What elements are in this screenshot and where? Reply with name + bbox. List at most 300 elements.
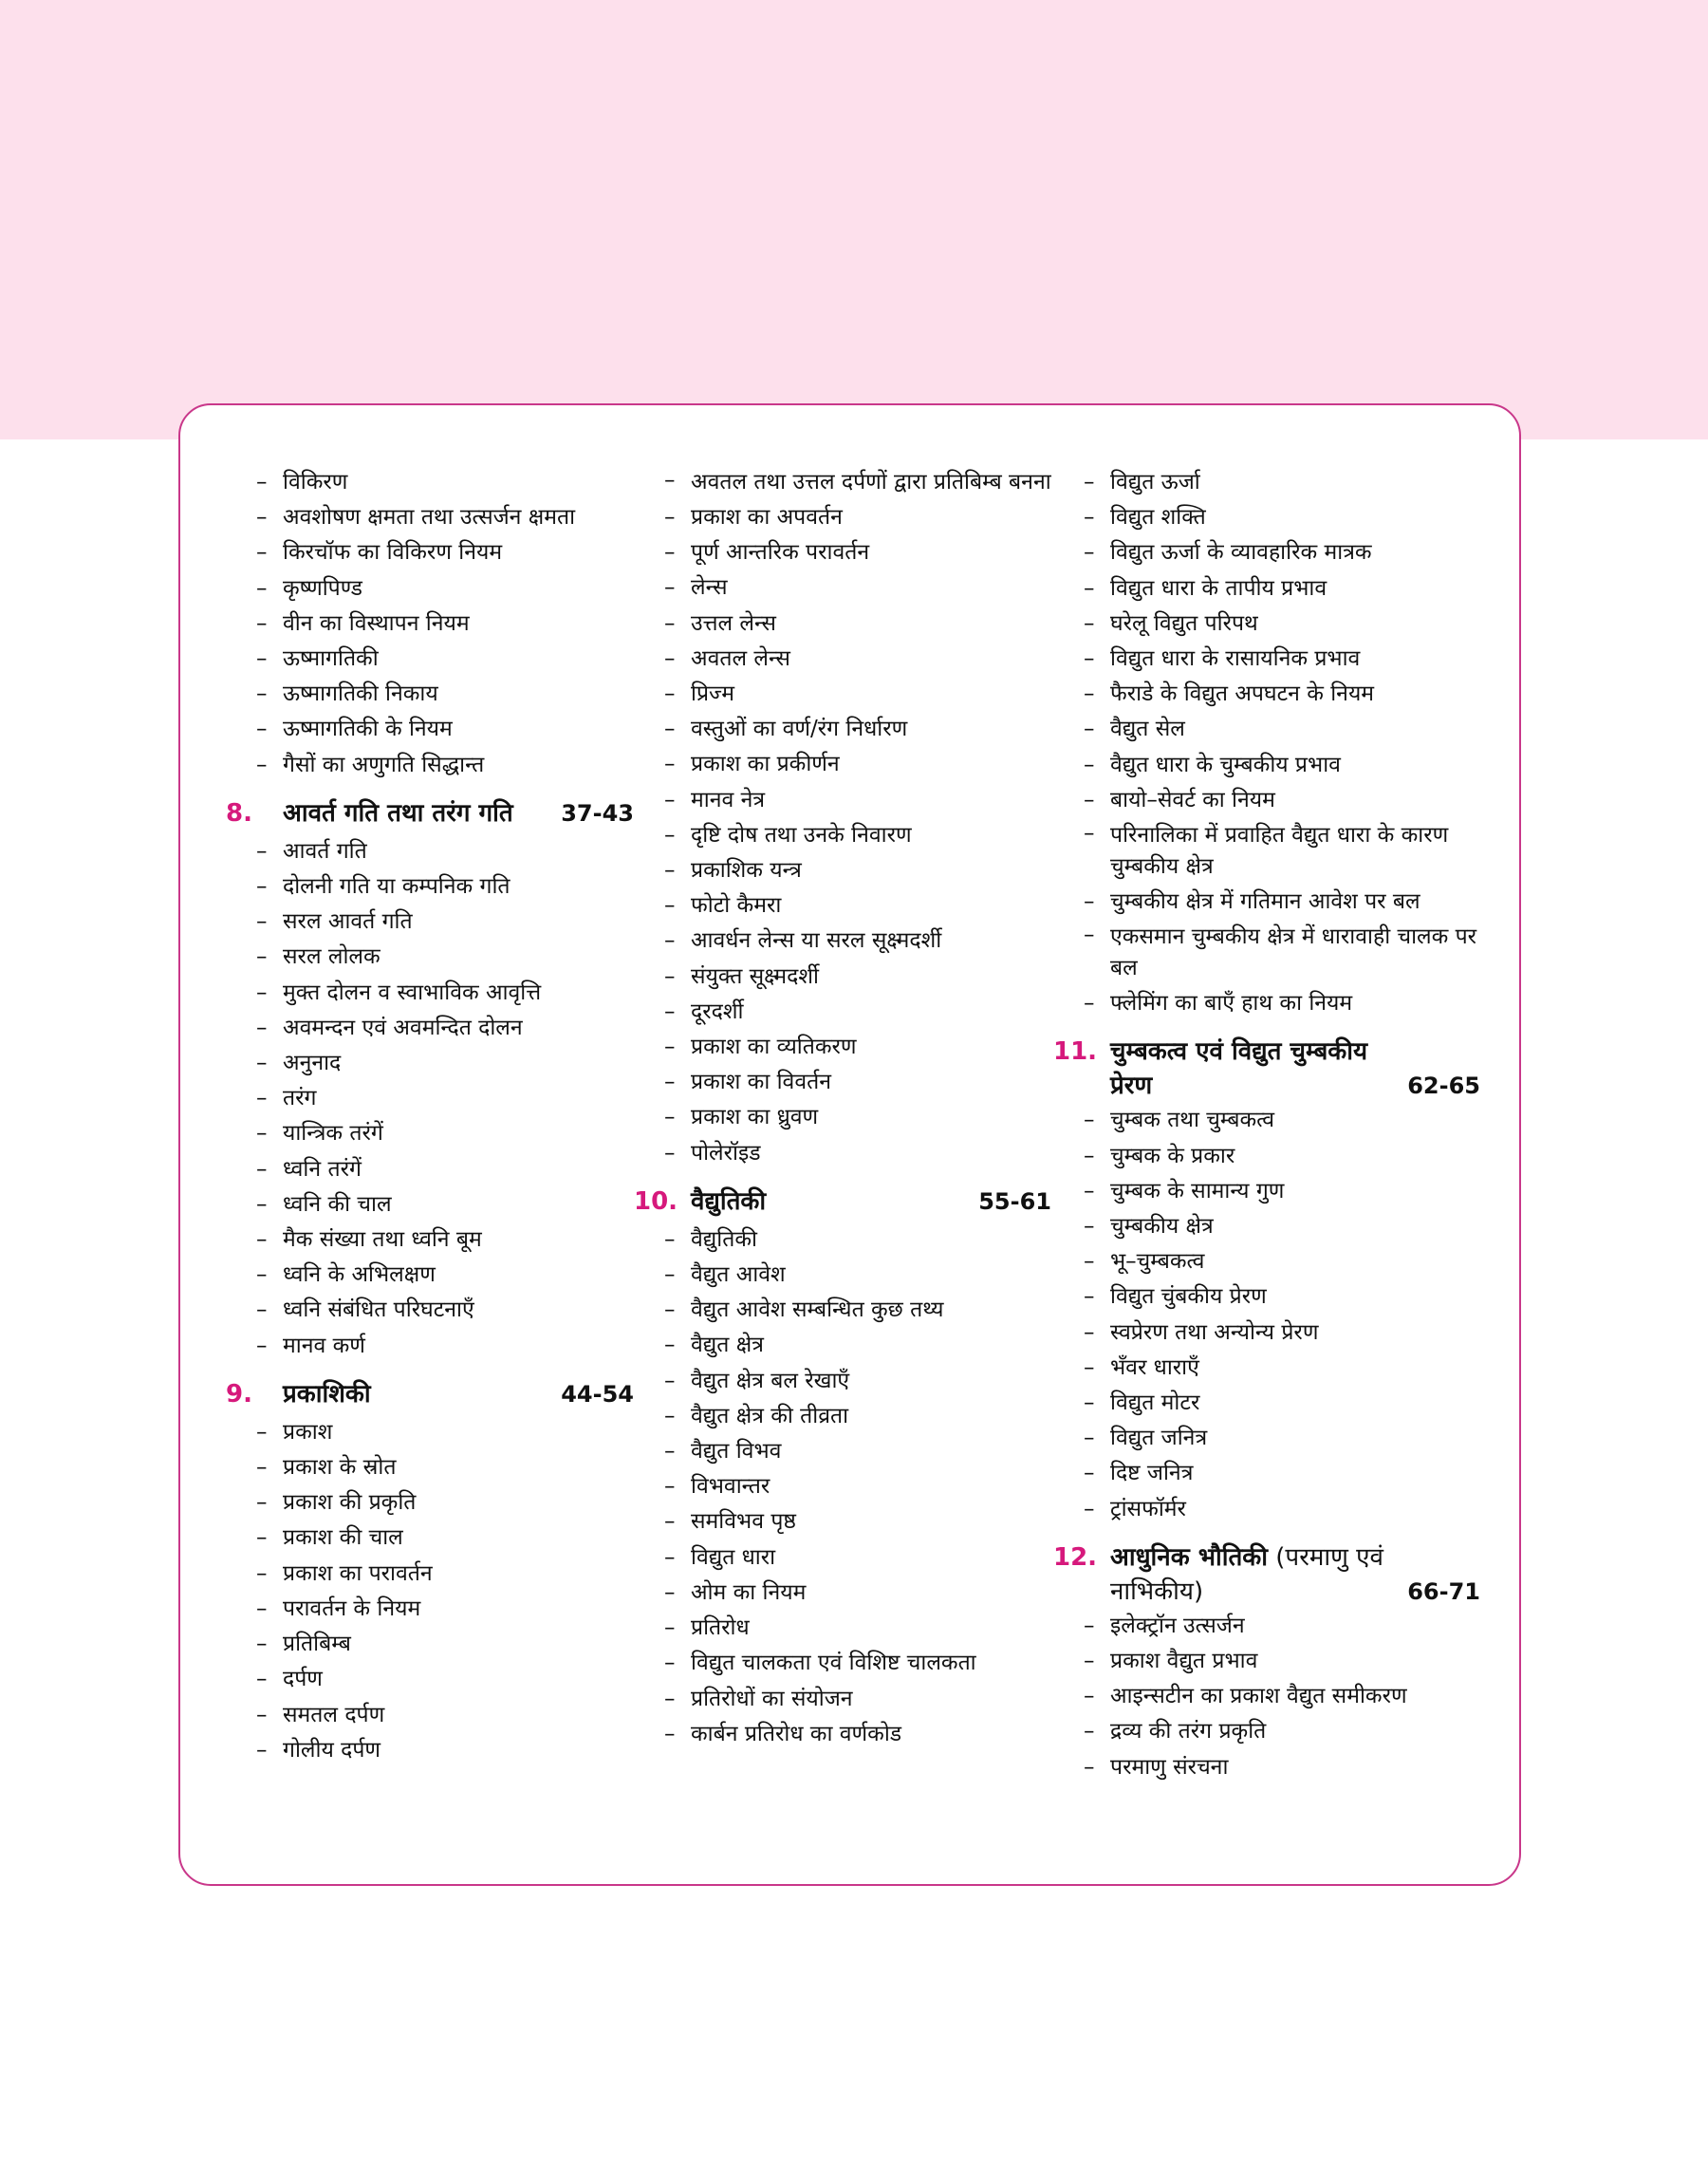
topic-item[interactable] <box>245 712 634 747</box>
dash-bullet: – <box>256 610 268 636</box>
topic-item[interactable] <box>653 818 1051 853</box>
dash-bullet: – <box>664 1615 676 1641</box>
dash-bullet: – <box>1084 1719 1095 1745</box>
topic-label: प्रकाश वैद्युत प्रभाव <box>1110 1649 1258 1674</box>
topic-item[interactable] <box>245 606 634 642</box>
dash-bullet: – <box>1084 505 1095 531</box>
dash-bullet: – <box>256 838 268 864</box>
topic-item[interactable] <box>653 1065 1051 1100</box>
dash-bullet: – <box>664 1368 676 1393</box>
topic-list <box>245 1415 634 1768</box>
topic-item[interactable] <box>653 1293 1051 1328</box>
topic-item[interactable] <box>245 976 634 1011</box>
topic-label: दर्पण <box>283 1667 323 1692</box>
topic-item[interactable] <box>653 888 1051 924</box>
topic-list <box>245 465 634 783</box>
column-1 <box>226 465 634 1768</box>
dash-bullet: – <box>256 944 268 970</box>
dash-bullet: – <box>664 1439 676 1465</box>
dash-bullet: – <box>256 1632 268 1657</box>
topic-item[interactable] <box>245 1450 634 1485</box>
topic-label: कृष्णपिण्ड <box>283 575 362 601</box>
chapter-12-heading[interactable] <box>1053 1540 1480 1609</box>
chapter-title-line-2: प्रेरण <box>1110 1072 1153 1101</box>
dash-bullet: – <box>664 858 676 884</box>
topic-item[interactable] <box>1072 1714 1480 1749</box>
dash-bullet: – <box>664 1105 676 1130</box>
topic-item[interactable] <box>1072 606 1480 642</box>
topic-item[interactable] <box>653 1682 1051 1717</box>
dash-bullet: – <box>256 1015 268 1040</box>
topic-label: परिनालिका में प्रवाहित वैद्युत धारा के कारण चुम्बकीय क्षेत्र <box>1110 823 1449 880</box>
topic-item[interactable] <box>653 1540 1051 1576</box>
topic-item[interactable] <box>245 1627 634 1662</box>
topic-label: गोलीय दर्पण <box>283 1737 381 1763</box>
topic-item[interactable] <box>1072 1609 1480 1644</box>
topic-item[interactable] <box>653 535 1051 570</box>
topic-item[interactable] <box>245 1662 634 1697</box>
topic-label: प्रकाश की प्रकृति <box>283 1490 417 1516</box>
topic-label: मानव नेत्र <box>691 787 766 812</box>
topic-label: ध्वनि संबंधित परिघटनाएँ <box>283 1297 474 1323</box>
topic-item[interactable] <box>1072 885 1480 920</box>
topic-label: विद्युत ऊर्जा के व्यावहारिक मात्रक <box>1110 540 1372 566</box>
topic-label: वैद्युत आवेश सम्बन्धित कुछ तथ्य <box>691 1297 944 1323</box>
topic-label: विद्युत शक्ति <box>1110 505 1206 531</box>
topic-label: ध्वनि की चाल <box>283 1191 392 1217</box>
dash-bullet: – <box>664 1651 676 1676</box>
topic-label: चुम्बक तथा चुम्बकत्व <box>1110 1108 1275 1133</box>
dash-bullet: – <box>1084 889 1095 915</box>
topic-item[interactable] <box>1072 1139 1480 1174</box>
topic-label: ऊष्मागतिकी निकाय <box>283 681 438 707</box>
dash-bullet: – <box>664 928 676 954</box>
topic-label: ओम का नियम <box>691 1579 807 1605</box>
dash-bullet: – <box>664 893 676 919</box>
topic-item[interactable] <box>653 1611 1051 1646</box>
topic-label: वीन का विस्थापन नियम <box>283 610 470 636</box>
dash-bullet: – <box>664 963 676 989</box>
topic-item[interactable] <box>245 1152 634 1187</box>
dash-bullet: – <box>664 575 676 601</box>
topic-label: ऊष्मागतिकी <box>283 646 379 672</box>
topic-label: फैराडे के विद्युत अपघटन के नियम <box>1110 681 1375 707</box>
topic-item[interactable] <box>245 1293 634 1328</box>
dash-bullet: – <box>664 645 676 671</box>
dash-bullet: – <box>664 1035 676 1060</box>
topic-item[interactable] <box>653 1469 1051 1504</box>
topic-item[interactable] <box>245 834 634 869</box>
topic-label: प्रकाश का परावर्तन <box>283 1560 433 1586</box>
topic-label: इलेक्ट्रॉन उत्सर्जन <box>1110 1613 1245 1638</box>
topic-label: विद्युत चुंबकीय प्रेरण <box>1110 1284 1267 1310</box>
topic-list <box>1072 465 1480 1021</box>
dash-bullet: – <box>664 505 676 530</box>
dash-bullet: – <box>256 681 268 707</box>
topic-item[interactable] <box>1072 642 1480 677</box>
topic-item[interactable] <box>245 1081 634 1116</box>
dash-bullet: – <box>664 998 676 1024</box>
topic-item[interactable] <box>1072 1351 1480 1386</box>
chapter-title: प्रकाशिकी <box>283 1379 371 1409</box>
chapter-9-heading[interactable] <box>226 1377 634 1415</box>
topic-label: द्रव्य की तरंग प्रकृति <box>1110 1719 1267 1745</box>
dash-bullet: – <box>1084 1390 1095 1416</box>
dash-bullet: – <box>664 540 676 566</box>
dash-bullet: – <box>256 717 268 742</box>
topic-label: वैद्युत क्षेत्र बल रेखाएँ <box>691 1368 850 1393</box>
topic-label: विद्युत जनित्र <box>1110 1426 1208 1451</box>
topic-list <box>245 834 634 1364</box>
topic-label: वैद्युत विभव <box>691 1439 782 1465</box>
topic-item[interactable] <box>653 960 1051 995</box>
topic-label: प्रकाश के स्रोत <box>283 1455 397 1481</box>
topic-label: अवमन्दन एवं अवमन्दित दोलन <box>283 1015 523 1040</box>
dash-bullet: – <box>256 1560 268 1586</box>
topic-label: प्रकाश का प्रकीर्णन <box>691 752 840 777</box>
topic-label: वैद्युत क्षेत्र <box>691 1333 764 1358</box>
topic-item[interactable] <box>245 905 634 940</box>
chapter-number: 9. <box>226 1379 252 1409</box>
topic-item[interactable] <box>653 1328 1051 1363</box>
dash-bullet: – <box>664 1474 676 1500</box>
page-range: 55-61 <box>978 1187 1051 1215</box>
topic-label: वैद्युत सेल <box>1110 717 1185 742</box>
topic-label: प्रकाशिक यन्त्र <box>691 858 802 884</box>
topic-label: अवशोषण क्षमता तथा उत्सर्जन क्षमता <box>283 505 576 531</box>
topic-label: दोलनी गति या कम्पनिक गति <box>283 874 511 900</box>
topic-label: वैद्युत आवेश <box>691 1262 786 1288</box>
chapter-number: 12. <box>1053 1542 1098 1572</box>
dash-bullet: – <box>1084 991 1095 1017</box>
topic-item[interactable] <box>653 747 1051 782</box>
dash-bullet: – <box>256 752 268 777</box>
topic-item[interactable] <box>653 995 1051 1030</box>
dash-bullet: – <box>1084 1214 1095 1240</box>
chapter-number: 10. <box>634 1186 678 1216</box>
topic-label: विभवान्तर <box>691 1474 770 1500</box>
topic-item[interactable] <box>1072 1244 1480 1279</box>
dash-bullet: – <box>1084 610 1095 636</box>
dash-bullet: – <box>1084 1249 1095 1275</box>
topic-label: चुम्बकीय क्षेत्र में गतिमान आवेश पर बल <box>1110 889 1420 915</box>
topic-item[interactable] <box>1072 571 1480 606</box>
topic-label: अवतल तथा उत्तल दर्पणों द्वारा प्रतिबिम्ब बनना <box>691 470 1051 494</box>
chapter-title: आधुनिक भौतिकी <box>1110 1542 1269 1572</box>
topic-label: उत्तल लेन्स <box>691 610 776 636</box>
dash-bullet: – <box>1084 1496 1095 1521</box>
topic-label: संयुक्त सूक्ष्मदर्शी <box>691 963 819 989</box>
dash-bullet: – <box>664 787 676 812</box>
topic-item[interactable] <box>245 748 634 783</box>
dash-bullet: – <box>664 1262 676 1288</box>
topic-label: भँवर धाराएँ <box>1110 1354 1199 1380</box>
topic-label: गैसों का अणुगति सिद्धान्त <box>283 752 485 777</box>
topic-label: प्रकाश <box>283 1419 333 1445</box>
topic-label: परावर्तन के नियम <box>283 1595 421 1621</box>
topic-item[interactable] <box>245 1329 634 1364</box>
dash-bullet: – <box>664 1070 676 1095</box>
dash-bullet: – <box>256 1262 268 1288</box>
dash-bullet: – <box>1084 787 1095 812</box>
header-band <box>0 0 1708 439</box>
dash-bullet: – <box>256 646 268 672</box>
topic-item[interactable] <box>653 924 1051 959</box>
dash-bullet: – <box>1084 646 1095 672</box>
dash-bullet: – <box>256 1667 268 1692</box>
topic-item[interactable] <box>245 1485 634 1521</box>
dash-bullet: – <box>256 874 268 900</box>
dash-bullet: – <box>1084 470 1095 494</box>
topic-item[interactable] <box>1072 783 1480 818</box>
dash-bullet: – <box>664 822 676 848</box>
topic-item[interactable] <box>245 1222 634 1258</box>
topic-label: पूर्ण आन्तरिक परावर्तन <box>691 540 870 566</box>
topic-label: विकिरण <box>283 470 348 494</box>
dash-bullet: – <box>256 1191 268 1217</box>
dash-bullet: – <box>256 1525 268 1551</box>
dash-bullet: – <box>1084 575 1095 601</box>
topic-list <box>1072 1609 1480 1785</box>
topic-label: एकसमान चुम्बकीय क्षेत्र में धारावाही चालक पर बल <box>1110 924 1477 981</box>
topic-item[interactable] <box>1072 1456 1480 1491</box>
dash-bullet: – <box>256 1455 268 1481</box>
dash-bullet: – <box>664 1686 676 1711</box>
topic-label: फोटो कैमरा <box>691 893 782 919</box>
topic-item[interactable] <box>653 465 1051 500</box>
topic-item[interactable] <box>653 853 1051 888</box>
topic-item[interactable] <box>245 1116 634 1151</box>
topic-label: आवर्त गति <box>283 838 367 864</box>
dash-bullet: – <box>1084 540 1095 566</box>
topic-item[interactable] <box>1072 1750 1480 1785</box>
topic-item[interactable] <box>1072 1315 1480 1351</box>
dash-bullet: – <box>256 1737 268 1763</box>
topic-label: ऊष्मागतिकी के नियम <box>283 717 453 742</box>
topic-item[interactable] <box>653 570 1051 606</box>
topic-label: यान्त्रिक तरंगें <box>283 1121 383 1147</box>
dash-bullet: – <box>664 1297 676 1323</box>
topic-item[interactable] <box>245 1521 634 1556</box>
dash-bullet: – <box>1084 923 1095 948</box>
dash-bullet: – <box>664 1509 676 1535</box>
topic-item[interactable] <box>1072 818 1480 885</box>
chapter-10-heading[interactable] <box>634 1185 1051 1222</box>
topic-item[interactable] <box>1072 712 1480 747</box>
topic-label: विद्युत ऊर्जा <box>1110 470 1200 494</box>
topic-item[interactable] <box>653 1258 1051 1293</box>
topic-label: प्रिज्म <box>691 681 734 707</box>
chapter-number: 11. <box>1053 1037 1098 1067</box>
chapter-title-line-2: नाभिकीय) <box>1110 1577 1204 1606</box>
page-range: 37-43 <box>561 799 634 827</box>
topic-item[interactable] <box>653 1030 1051 1065</box>
topic-item[interactable] <box>245 1187 634 1222</box>
topic-item[interactable] <box>245 642 634 677</box>
topic-item[interactable] <box>245 869 634 905</box>
topic-item[interactable] <box>245 940 634 975</box>
chapter-title-suffix: (परमाणु एवं <box>1268 1542 1384 1572</box>
topic-item[interactable] <box>1072 1492 1480 1527</box>
topic-label: प्रकाश का व्यतिकरण <box>691 1035 857 1060</box>
dash-bullet: – <box>664 1403 676 1428</box>
topic-label: मैक संख्या तथा ध्वनि बूम <box>283 1227 482 1253</box>
page-range: 62-65 <box>1407 1073 1480 1100</box>
topic-label: स्वप्रेरण तथा अन्योन्य प्रेरण <box>1110 1319 1319 1345</box>
chapter-title: चुम्बकत्व एवं विद्युत चुम्बकीय <box>1110 1037 1368 1067</box>
topic-item[interactable] <box>1072 1279 1480 1315</box>
dash-bullet: – <box>664 681 676 707</box>
topic-item[interactable] <box>245 1046 634 1081</box>
chapter-11-heading[interactable] <box>1053 1035 1480 1103</box>
dash-bullet: – <box>664 1721 676 1746</box>
dash-bullet: – <box>664 468 676 493</box>
topic-item[interactable] <box>653 1434 1051 1469</box>
topic-item[interactable] <box>653 1136 1051 1171</box>
dash-bullet: – <box>1084 1613 1095 1638</box>
topic-item[interactable] <box>245 1592 634 1627</box>
topic-label: किरचॉफ का विकिरण नियम <box>283 540 503 566</box>
topic-list <box>653 1222 1051 1752</box>
topic-item[interactable] <box>245 571 634 606</box>
column-2 <box>634 465 1051 1752</box>
dash-bullet: – <box>1084 1649 1095 1674</box>
topic-item[interactable] <box>653 1222 1051 1258</box>
dash-bullet: – <box>664 1333 676 1358</box>
dash-bullet: – <box>256 1297 268 1323</box>
topic-item[interactable] <box>1072 677 1480 712</box>
dash-bullet: – <box>1084 1754 1095 1780</box>
topic-item[interactable] <box>1072 500 1480 535</box>
dash-bullet: – <box>1084 1143 1095 1168</box>
topic-item[interactable] <box>1072 748 1480 783</box>
topic-label: प्रकाश की चाल <box>283 1525 403 1551</box>
topic-item[interactable] <box>245 1733 634 1768</box>
dash-bullet: – <box>1084 821 1095 847</box>
topic-item[interactable] <box>653 1646 1051 1681</box>
dash-bullet: – <box>664 1226 676 1252</box>
topic-label: भू–चुम्बकत्व <box>1110 1249 1205 1275</box>
dash-bullet: – <box>256 1086 268 1111</box>
topic-label: समविभव पृष्ठ <box>691 1509 796 1535</box>
topic-label: विद्युत धारा के रासायनिक प्रभाव <box>1110 646 1361 672</box>
topic-item[interactable] <box>1072 1679 1480 1714</box>
topic-label: बायो–सेवर्ट का नियम <box>1110 787 1275 812</box>
dash-bullet: – <box>256 540 268 566</box>
topic-label: चुम्बक के सामान्य गुण <box>1110 1178 1285 1203</box>
topic-item[interactable] <box>653 500 1051 535</box>
dash-bullet: – <box>256 1227 268 1253</box>
topic-label: परमाणु संरचना <box>1110 1754 1229 1780</box>
topic-label: वैद्युतिकी <box>691 1226 757 1252</box>
topic-item[interactable] <box>1072 1209 1480 1244</box>
topic-label: पोलेरॉइड <box>691 1140 761 1166</box>
topic-item[interactable] <box>245 1557 634 1592</box>
topic-item[interactable] <box>245 677 634 712</box>
topic-item[interactable] <box>245 1011 634 1046</box>
topic-label: अवतल लेन्स <box>691 645 790 671</box>
topic-item[interactable] <box>653 1364 1051 1399</box>
dash-bullet: – <box>1084 1354 1095 1380</box>
topic-item[interactable] <box>653 783 1051 818</box>
dash-bullet: – <box>1084 1319 1095 1345</box>
dash-bullet: – <box>664 752 676 777</box>
dash-bullet: – <box>664 610 676 636</box>
dash-bullet: – <box>256 505 268 531</box>
topic-item[interactable] <box>653 1504 1051 1539</box>
topic-label: सरल आवर्त गति <box>283 909 413 935</box>
dash-bullet: – <box>256 1333 268 1358</box>
topic-item[interactable] <box>245 1698 634 1733</box>
topic-item[interactable] <box>245 535 634 570</box>
page-range: 44-54 <box>561 1380 634 1408</box>
dash-bullet: – <box>664 717 676 742</box>
topic-item[interactable] <box>245 1415 634 1450</box>
column-3 <box>1053 465 1480 1785</box>
chapter-8-heading[interactable] <box>226 796 634 834</box>
dash-bullet: – <box>256 1702 268 1727</box>
topic-label: प्रकाश का विवर्तन <box>691 1070 831 1095</box>
dash-bullet: – <box>256 909 268 935</box>
topic-item[interactable] <box>245 500 634 535</box>
topic-label: ध्वनि के अभिलक्षण <box>283 1262 436 1288</box>
topic-label: वैद्युत धारा के चुम्बकीय प्रभाव <box>1110 752 1341 777</box>
topic-item[interactable] <box>653 1100 1051 1135</box>
topic-item[interactable] <box>653 712 1051 747</box>
topic-item[interactable] <box>653 1717 1051 1752</box>
chapter-number: 8. <box>226 798 252 828</box>
topic-item[interactable] <box>245 1258 634 1293</box>
dash-bullet: – <box>664 1544 676 1570</box>
topic-label: प्रतिरोध <box>691 1615 750 1641</box>
dash-bullet: – <box>256 1490 268 1516</box>
topic-item[interactable] <box>1072 1421 1480 1456</box>
dash-bullet: – <box>1084 1426 1095 1451</box>
topic-label: प्रतिबिम्ब <box>283 1632 351 1657</box>
topic-item[interactable] <box>1072 1174 1480 1209</box>
topic-label: दिष्ट जनित्र <box>1110 1461 1194 1486</box>
topic-label: वस्तुओं का वर्ण/रंग निर्धारण <box>691 717 908 742</box>
topic-label: कार्बन प्रतिरोध का वर्णकोड <box>691 1721 902 1746</box>
topic-item[interactable] <box>1072 1103 1480 1138</box>
topic-item[interactable] <box>1072 1386 1480 1421</box>
dash-bullet: – <box>256 1419 268 1445</box>
topic-item[interactable] <box>653 1576 1051 1611</box>
chapter-title: आवर्त गति तथा तरंग गति <box>283 798 513 828</box>
topic-label: चुम्बकीय क्षेत्र <box>1110 1214 1214 1240</box>
topic-item[interactable] <box>653 642 1051 677</box>
topic-item[interactable] <box>653 1399 1051 1434</box>
topic-label: मुक्त दोलन व स्वाभाविक आवृत्ति <box>283 980 542 1005</box>
dash-bullet: – <box>256 1156 268 1182</box>
dash-bullet: – <box>1084 1108 1095 1133</box>
topic-item[interactable] <box>1072 1644 1480 1679</box>
topic-label: आइन्सटीन का प्रकाश वैद्युत समीकरण <box>1110 1684 1407 1709</box>
topic-item[interactable] <box>1072 465 1480 500</box>
topic-item[interactable] <box>1072 535 1480 570</box>
chapter-title: वैद्युतिकी <box>691 1186 767 1216</box>
topic-label: दूरदर्शी <box>691 998 744 1024</box>
dash-bullet: – <box>256 575 268 601</box>
topic-item[interactable] <box>1072 986 1480 1021</box>
topic-label: ध्वनि तरंगें <box>283 1156 362 1182</box>
topic-item[interactable] <box>653 606 1051 642</box>
topic-item[interactable] <box>1072 920 1480 986</box>
topic-label: प्रकाश का ध्रुवण <box>691 1105 819 1130</box>
topic-item[interactable] <box>653 677 1051 712</box>
topic-label: ट्रांसफॉर्मर <box>1110 1496 1186 1521</box>
topic-item[interactable] <box>245 465 634 500</box>
